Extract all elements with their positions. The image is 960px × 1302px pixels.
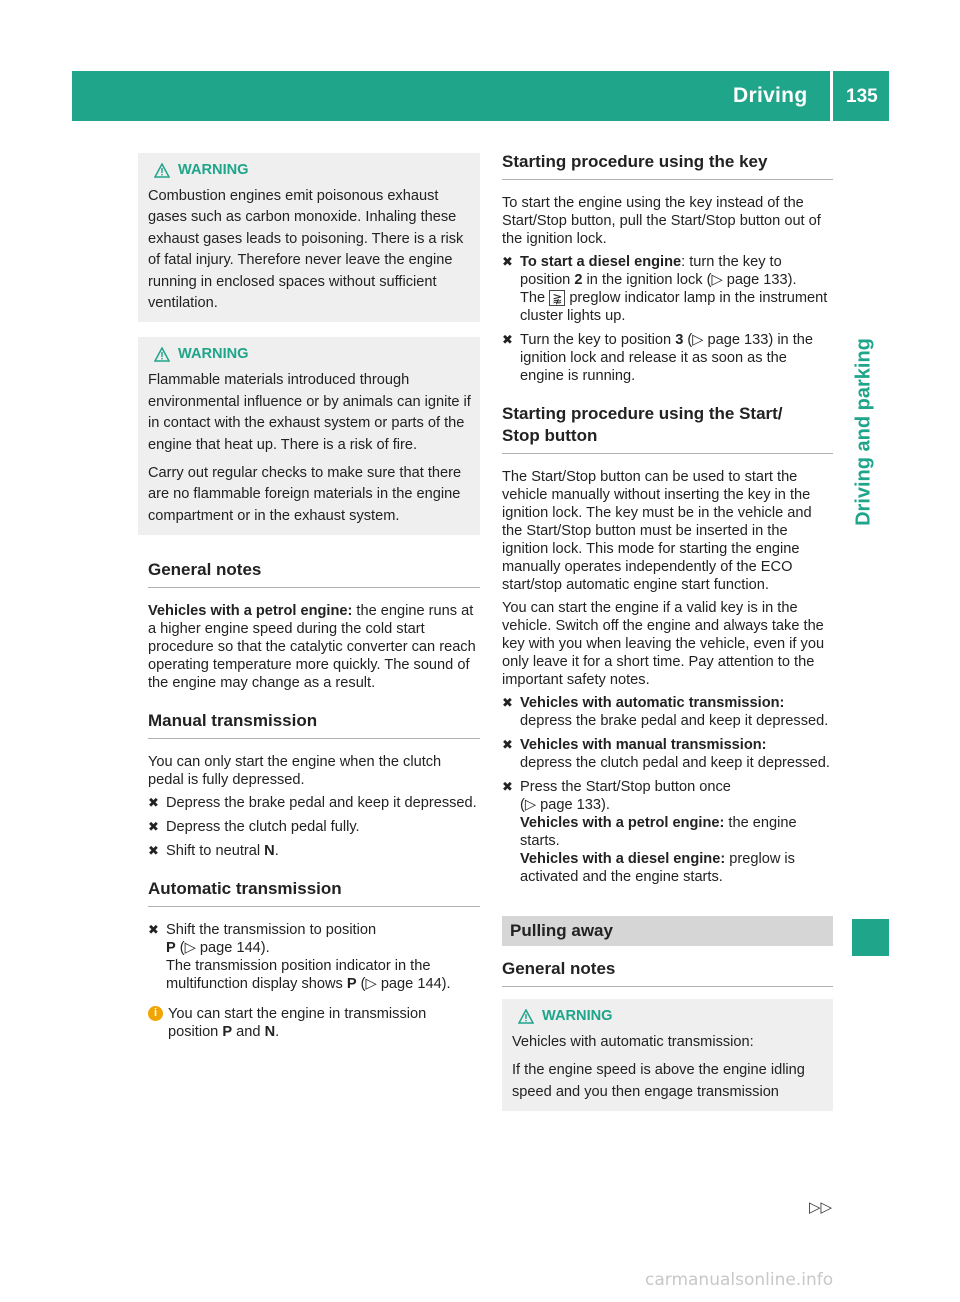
page-reference[interactable]: (▷ page 133) in the ignition lock and release it as soon as the engine is running.: [520, 332, 814, 384]
info-text: You can start the engine in transmission position: [168, 1006, 427, 1041]
step-text: The transmission position indicator in the multifunction display shows: [166, 958, 431, 993]
info-note: [148, 1005, 480, 1041]
side-tab: [842, 302, 886, 562]
page-number: 135: [846, 86, 878, 107]
heading-line: Stop button: [502, 426, 598, 445]
continue-arrows-icon: ▷▷: [809, 1199, 833, 1216]
step-arrow-icon: ✖: [148, 819, 159, 835]
info-icon: i: [148, 1006, 163, 1021]
paragraph: You can only start the engine when the clutch pedal is fully depressed.: [148, 754, 442, 789]
section-heading: Starting procedure using the key: [502, 151, 833, 180]
bold-lead: Vehicles with a petrol engine:: [520, 815, 725, 831]
bold-lead: Vehicles with manual transmission:: [520, 737, 767, 753]
section-heading: Manual transmission: [148, 710, 480, 739]
step-item: [502, 253, 833, 325]
page-reference[interactable]: (▷ page 144).: [175, 940, 270, 957]
warning-box: [138, 337, 480, 535]
info-text: .: [275, 1024, 280, 1041]
warning-label: WARNING: [542, 1008, 613, 1024]
warning-header: [154, 161, 472, 179]
paragraph: The Start/Stop button can be used to start the vehicle manually without inserting the key in the ignition lock. The key must be in the vehicle and the Start/Stop button must be inserted in the ignition lock. This mode for starting the engine manually operates independently of the ECO start/stop automatic engine start function.: [502, 469, 812, 593]
header-divider: [830, 71, 833, 121]
step-item: [502, 778, 833, 886]
bold-value: P: [166, 940, 176, 957]
right-column: [502, 151, 833, 1111]
step-text: depress the brake pedal and keep it depressed.: [520, 713, 829, 729]
step-text: Depress the clutch pedal fully.: [166, 819, 360, 836]
step-item: [502, 736, 833, 772]
warning-text: Vehicles with automatic transmission:: [512, 1034, 754, 1050]
section-heading: Automatic transmission: [148, 878, 480, 907]
bold-value: P: [222, 1024, 233, 1041]
step-text: depress the clutch pedal and keep it depressed.: [520, 755, 830, 771]
step-text: Shift the transmission to position: [166, 922, 377, 939]
step-arrow-icon: ✖: [148, 843, 159, 859]
section-heading: General notes: [148, 559, 480, 588]
paragraph: You can start the engine if a valid key is in the vehicle. Switch off the engine and always take the key with you when leaving the vehicle, even if you only leave it for a short time. Pay attention to the important safety notes.: [502, 600, 825, 688]
step-arrow-icon: ✖: [148, 795, 159, 811]
bold-value: N: [264, 843, 275, 860]
warning-text: Flammable materials introduced through environmental influence or by animals can ignite if in contact with the exhaust system or parts of the engine that heat up. There is a risk of fire.: [148, 372, 471, 453]
warning-header: [154, 345, 472, 363]
bold-value: 3: [675, 332, 684, 348]
warning-triangle-icon: [154, 163, 170, 178]
bold-value: 2: [574, 272, 583, 288]
page-reference[interactable]: in the ignition lock (▷ page 133).: [582, 272, 797, 288]
warning-triangle-icon: [518, 1009, 534, 1024]
step-item: [148, 842, 480, 860]
warning-box: [138, 153, 480, 322]
step-arrow-icon: ✖: [502, 695, 513, 710]
warning-box: [502, 999, 833, 1111]
warning-triangle-icon: [154, 347, 170, 362]
warning-text: Combustion engines emit poisonous exhaust gases such as carbon monoxide. Inhaling these exhaust gases leads to poisoning. There is a risk of fatal injury. Therefore never leave the engine running in enclosed spaces without sufficient ventilation.: [148, 188, 464, 312]
step-item: [148, 794, 480, 812]
bold-lead: Vehicles with a diesel engine:: [520, 851, 726, 867]
preglow-icon: ⪊: [549, 290, 565, 306]
bold-lead: Vehicles with automatic transmission:: [520, 695, 785, 711]
page-title: Driving: [733, 84, 808, 107]
step-text: preglow indicator lamp in the instrument cluster lights up.: [520, 290, 828, 324]
step-text: : turn the key to position: [520, 254, 782, 288]
heading-line: Starting procedure using the Start/: [502, 404, 783, 423]
step-text: The: [520, 290, 550, 306]
step-text: the engine starts.: [520, 815, 797, 849]
step-arrow-icon: ✖: [502, 332, 513, 347]
warning-header: [518, 1007, 825, 1025]
step-text: Depress the brake pedal and keep it depressed.: [166, 795, 477, 812]
paragraph: [148, 602, 480, 692]
warning-label: WARNING: [178, 346, 249, 363]
warning-text: Carry out regular checks to make sure that there are no flammable foreign materials in the engine compartment or in the exhaust system.: [148, 465, 462, 524]
step-arrow-icon: ✖: [502, 779, 513, 794]
step-arrow-icon: ✖: [502, 254, 513, 269]
step-item: [502, 694, 833, 730]
page-reference[interactable]: (▷ page 144).: [356, 976, 451, 993]
bold-lead: To start a diesel engine: [520, 254, 682, 270]
warning-label: WARNING: [178, 162, 249, 178]
paragraph-text: the engine runs at a higher engine speed during the cold start procedure so that the catalytic converter can reach operating temperature more quickly. The sound of the engine may change as a result.: [148, 603, 476, 692]
paragraph: To start the engine using the key instead of the Start/Stop button, pull the Start/Stop button out of the ignition lock.: [502, 195, 821, 247]
step-text: .: [274, 843, 279, 860]
step-text: Shift to neutral: [166, 843, 265, 860]
step-arrow-icon: ✖: [502, 737, 513, 752]
page-reference[interactable]: (▷ page 133).: [520, 797, 610, 813]
step-text: preglow is activated and the engine starts.: [520, 851, 795, 885]
step-arrow-icon: ✖: [148, 922, 159, 938]
info-text: and: [232, 1024, 265, 1041]
footer-watermark: carmanualsonline.info: [645, 1270, 834, 1290]
section-heading: [502, 403, 833, 454]
step-item: [502, 331, 833, 385]
left-column: [148, 153, 480, 1041]
side-block: [852, 919, 889, 956]
step-item: [148, 921, 480, 993]
bold-value: P: [346, 976, 357, 993]
step-item: [148, 818, 480, 836]
side-tab-label: Driving and parking: [852, 338, 875, 526]
warning-text: If the engine speed is above the engine idling speed and you then engage transmission: [512, 1062, 805, 1100]
bold-lead: Vehicles with a petrol engine:: [148, 603, 353, 620]
bold-value: N: [264, 1024, 276, 1041]
step-text: Turn the key to position: [520, 332, 676, 348]
section-band: Pulling away: [502, 916, 833, 946]
section-heading: General notes: [502, 958, 833, 987]
step-text: Press the Start/Stop button once: [520, 779, 731, 795]
